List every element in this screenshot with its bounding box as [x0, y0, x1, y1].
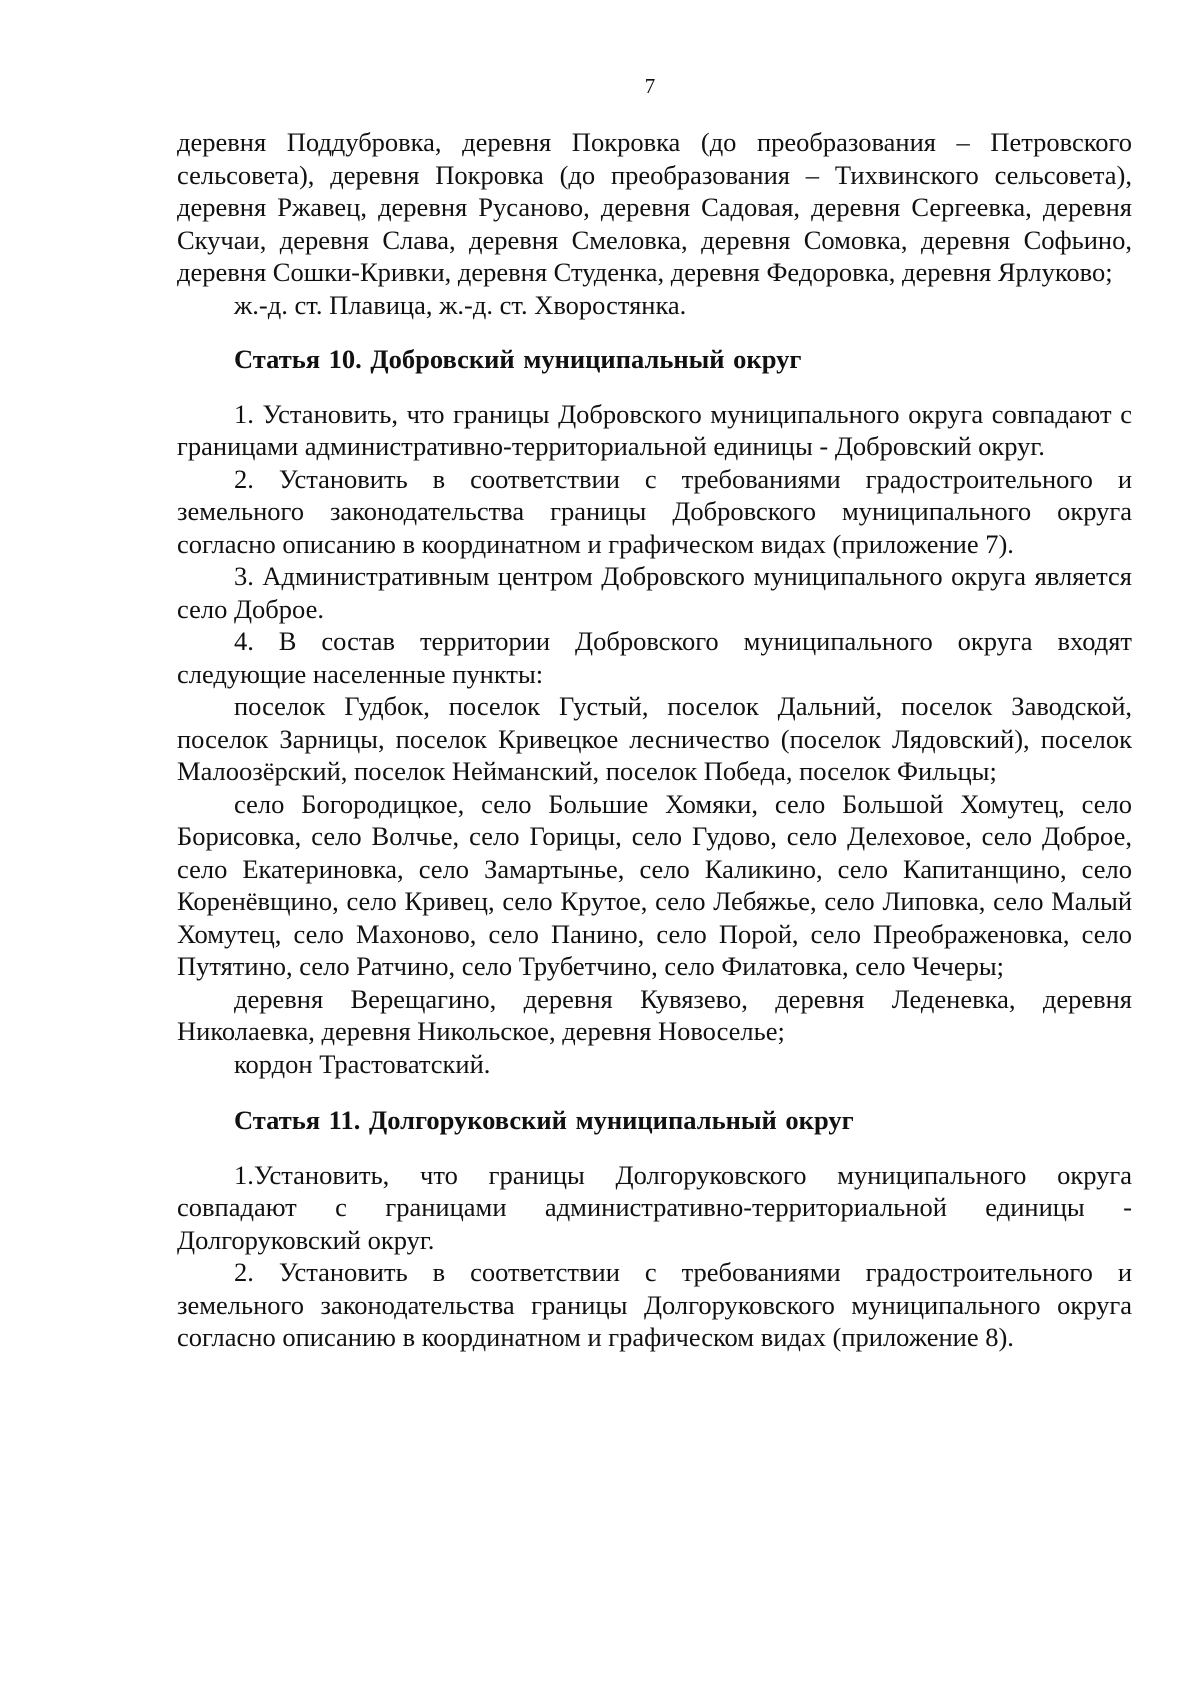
document-body: [177, 126, 1132, 1354]
article-10-settlements-list: поселок Гудбок, поселок Густый, поселок Дальний, поселок Заводской, поселок Зарницы, поселок Кривецкое лесничество (поселок Лядовский), поселок Малоозёрский, поселок Нейманский, поселок Победа, поселок Фильцы;: [177, 691, 1132, 786]
continuation-villages-paragraph: деревня Поддубровка, деревня Покровка (до преобразования – Петровского сельсовета), деревня Покровка (до преобразования – Тихвинского сельсовета), деревня Ржавец, деревня Русаново, деревня Садовая, деревня Сергеевка, деревня Скучаи, деревня Слава, деревня Смеловка, деревня Сомовка, деревня Софьино, деревня Сошки-Кривки, деревня Студенка, деревня Федоровка, деревня Ярлуково;: [177, 127, 1132, 287]
article-10-item-3: 3. Административным центром Добровского муниципального округа является село Доброе.: [177, 561, 1132, 624]
article-10-heading: Статья 10. Добровский муниципальный округ: [234, 344, 802, 374]
article-10-item-2: 2. Установить в соответствии с требованиями градостроительного и земельного законодательства границы Добровского муниципального округа согласно описанию в координатном и графическом видах (приложение 7).: [177, 463, 1132, 559]
continuation-stations-paragraph: ж.-д. ст. Плавица, ж.-д. ст. Хворостянка.: [234, 289, 687, 320]
article-11-heading: Статья 11. Долгоруковский муниципальный округ: [234, 1105, 854, 1135]
article-10-item-4: 4. В состав территории Добровского муниципального округа входят следующие населенные пункты:: [177, 626, 1132, 689]
article-10-item-1: 1. Установить, что границы Добровского муниципального округа совпадают с границами административно-территориальной единицы - Добровский округ.: [177, 398, 1132, 461]
article-11-item-2: 2. Установить в соответствии с требованиями градостроительного и земельного законодательства границы Долгоруковского муниципального округа согласно описанию в координатном и графическом видах (приложение 8).: [177, 1257, 1132, 1352]
page-number: 7: [644, 74, 656, 98]
article-11-item-1: 1.Установить, что границы Долгоруковского муниципального округа совпадают с границами административно-территориальной единицы - Долгоруковский округ.: [177, 1159, 1132, 1255]
article-10-kordon-list: кордон Трастоватский.: [234, 1048, 491, 1079]
article-10-selo-list: село Богородицкое, село Большие Хомяки, село Большой Хомутец, село Борисовка, село Волчье, село Горицы, село Гудово, село Делеховое, село Доброе, село Екатериновка, село Замартынье, село Каликино, село Капитанщино, село Коренёвщино, село Кривец, село Крутое, село Лебяжье, село Липовка, село Малый Хомутец, село Махоново, село Панино, село Порой, село Преображеновка, село Путятино, село Ратчино, село Трубетчино, село Филатовка, село Чечеры;: [177, 788, 1132, 981]
article-10-derevnya-list: деревня Верещагино, деревня Кувязево, деревня Леденевка, деревня Николаевка, деревня Никольское, деревня Новоселье;: [177, 983, 1132, 1046]
